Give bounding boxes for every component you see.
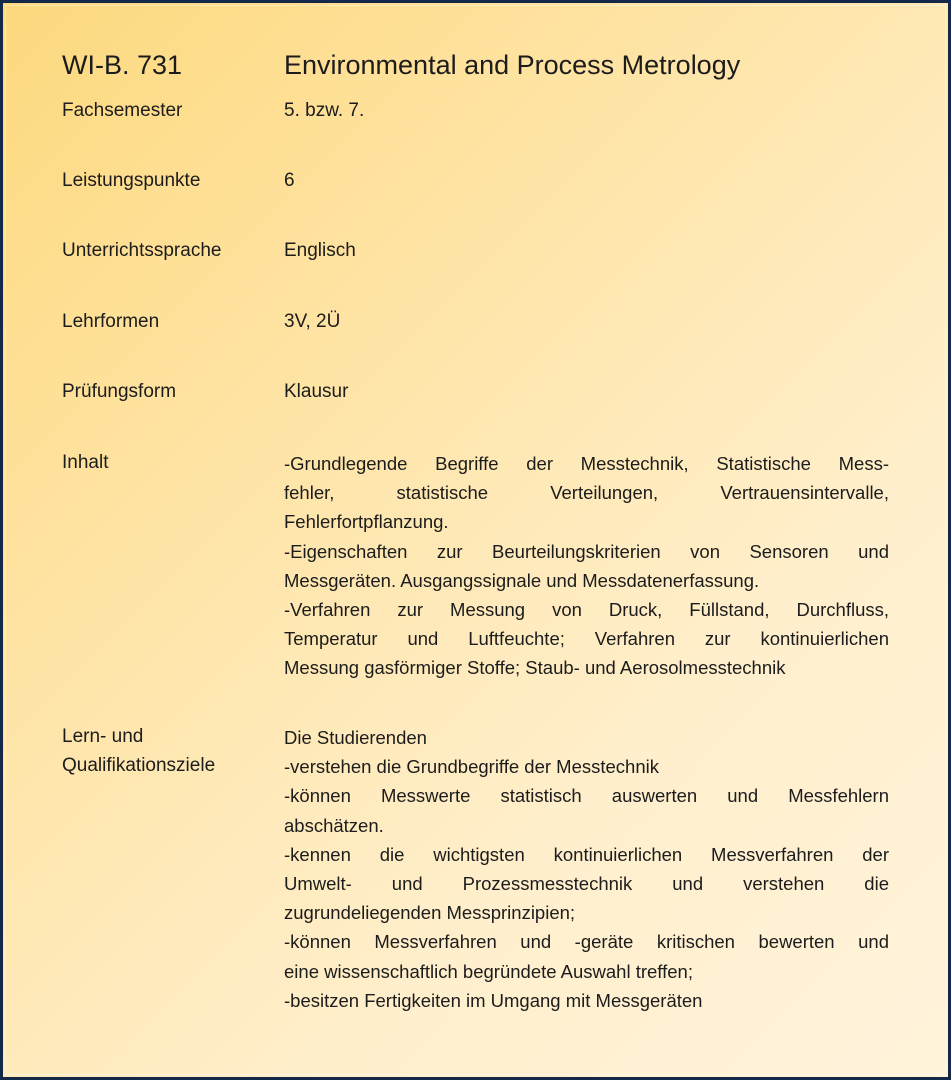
inhalt-line: -Verfahren zur Messung von Druck, Füllstand, Durchfluss, — [284, 599, 889, 621]
inhalt-line: Messung gasförmiger Stoffe; Staub- und Aerosolmesstechnik — [284, 657, 786, 679]
ziele-line: eine wissenschaftlich begründete Auswahl treffen; — [284, 960, 693, 982]
module-title: Environmental and Process Metrology — [284, 50, 741, 80]
inhalt-line: Fehlerfortpflanzung. — [284, 511, 449, 533]
ziele-line: Umwelt- und Prozessmesstechnik und verstehen die — [284, 873, 889, 895]
label-ziele-line2: Qualifikationsziele — [62, 755, 216, 776]
label-fachsemester: Fachsemester — [62, 100, 183, 121]
inhalt-line: Temperatur und Luftfeuchte; Verfahren zur kontinuierlichen — [284, 628, 889, 650]
ziele-line: zugrundeliegenden Messprinzipien; — [284, 902, 576, 924]
label-inhalt: Inhalt — [62, 452, 109, 473]
inhalt-line: -Eigenschaften zur Beurteilungskriterien von Sensoren und — [284, 540, 889, 562]
module-code: WI-B. 731 — [62, 50, 183, 80]
ziele-line: Die Studierenden — [284, 727, 427, 748]
value-lehrformen: 3V, 2Ü — [284, 311, 341, 332]
label-unterrichtssprache: Unterrichtssprache — [62, 240, 222, 261]
ziele-text — [284, 723, 889, 1015]
label-pruefungsform: Prüfungsform — [62, 381, 177, 402]
label-ziele-line1: Lern- und — [62, 726, 144, 747]
inhalt-line: fehler, statistische Verteilungen, Vertrauensintervalle, — [284, 482, 889, 504]
label-lehrformen: Lehrformen — [62, 311, 160, 332]
value-unterrichtssprache: Englisch — [284, 240, 356, 261]
inhalt-line: -Grundlegende Begriffe der Messtechnik, Statistische Mess- — [284, 453, 889, 474]
ziele-line: -besitzen Fertigkeiten im Umgang mit Messgeräten — [284, 989, 703, 1011]
label-leistungspunkte: Leistungspunkte — [62, 170, 201, 191]
ziele-line: abschätzen. — [284, 814, 384, 836]
inhalt-text — [284, 449, 889, 683]
value-pruefungsform: Klausur — [284, 381, 349, 402]
ziele-line: -können Messverfahren und -geräte kritischen bewerten und — [284, 931, 889, 953]
value-leistungspunkte: 6 — [284, 170, 295, 191]
inhalt-line: Messgeräten. Ausgangssignale und Messdatenerfassung. — [284, 569, 760, 591]
ziele-line: -können Messwerte statistisch auswerten und Messfehlern — [284, 785, 889, 807]
value-fachsemester: 5. bzw. 7. — [284, 100, 365, 121]
ziele-line: -verstehen die Grundbegriffe der Messtechnik — [284, 756, 659, 778]
ziele-line: -kennen die wichtigsten kontinuierlichen Messverfahren der — [284, 843, 889, 865]
